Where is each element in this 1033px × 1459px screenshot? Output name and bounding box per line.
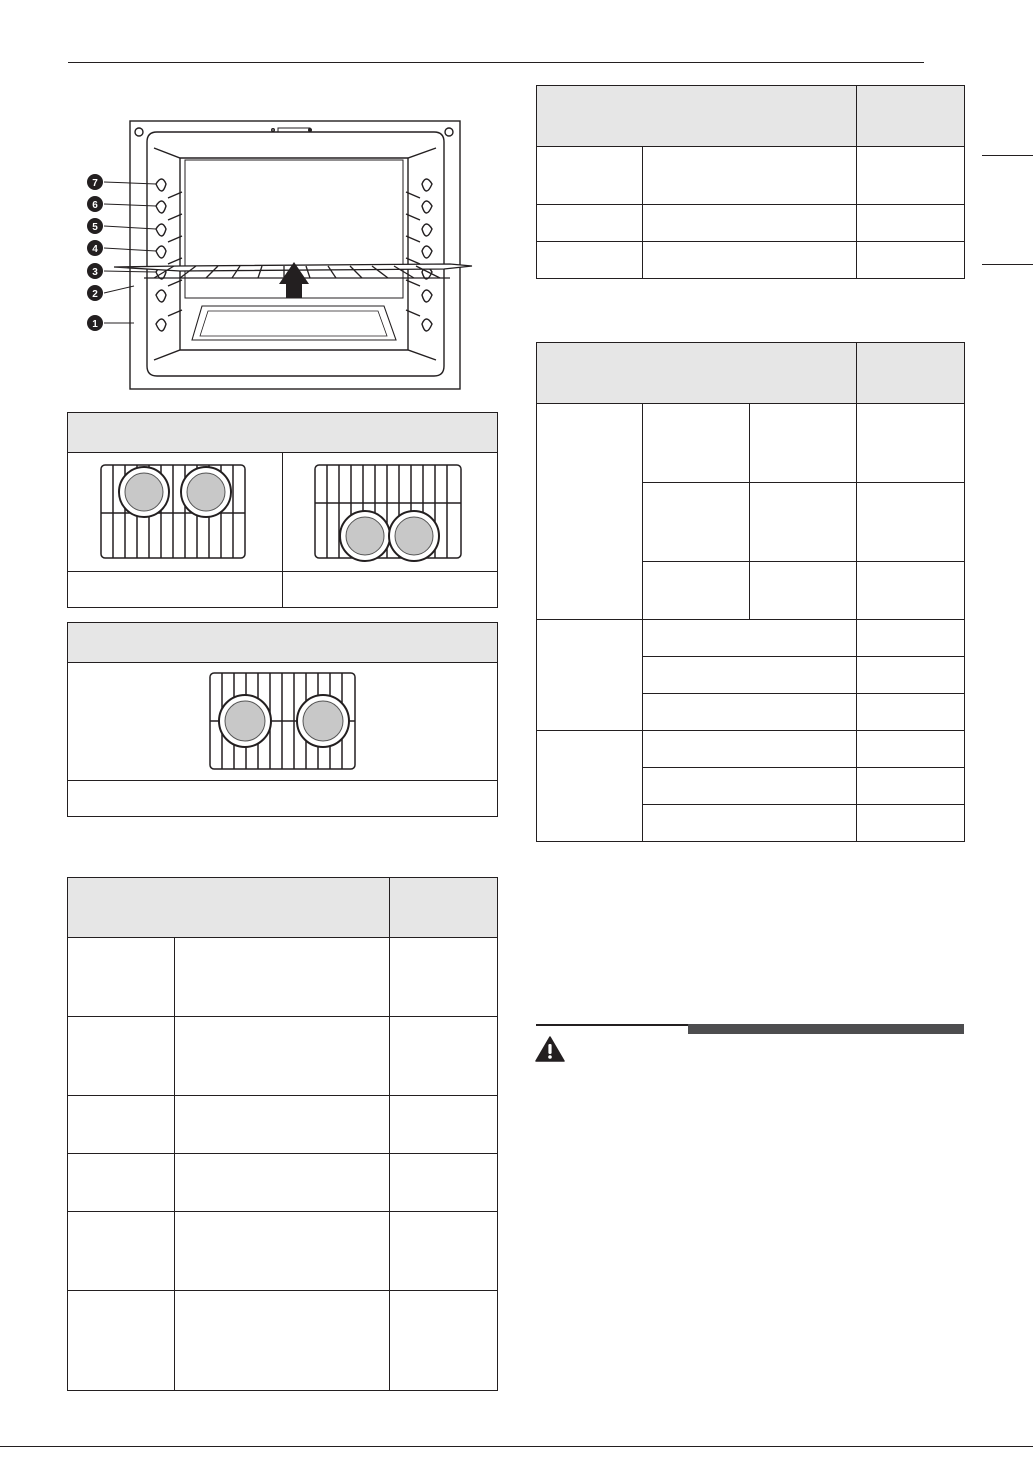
table-cell [857,562,965,620]
table-cell [643,768,857,805]
rack-position-label: 1 [92,319,98,330]
caption-cell [68,781,498,817]
table-cell [643,404,750,483]
oven-rack-positions-diagram [84,118,479,393]
table-cell [175,1212,390,1291]
table-cell [175,1154,390,1212]
table-cell [750,404,857,483]
table-cell [643,694,857,731]
table-cell [175,1017,390,1096]
rack-illustration-cell [283,453,498,572]
pan-placement-one-rack-table [67,622,498,817]
table-cell [68,1154,175,1212]
table-header [68,878,390,938]
table-cell [537,404,643,620]
table-cell [643,205,857,242]
table-header [537,343,857,404]
rack-with-pans-bottom-image [283,453,496,566]
table-cell [643,483,750,562]
table-cell [537,620,643,731]
table-cell [68,1291,175,1391]
rack-with-pans-top-image [68,453,281,566]
table-cell [643,805,857,842]
table-cell [537,731,643,842]
table-header [68,413,498,453]
table-cell [175,1096,390,1154]
table-cell [857,768,965,805]
table-header [857,86,965,147]
table-cell [857,483,965,562]
table-header [537,86,857,147]
warning-triangle-icon [535,1036,565,1062]
convection-rack-position-table [536,85,965,279]
caption-cell [283,572,498,608]
header-rule [68,62,924,63]
table-cell [175,1291,390,1391]
rack-position-label: 5 [92,222,98,233]
footer-rule [0,1446,1033,1447]
caption-cell [68,572,283,608]
table-cell [857,404,965,483]
table-cell [68,1017,175,1096]
table-header [857,343,965,404]
table-cell [68,1212,175,1291]
pan-placement-two-racks-table [67,412,498,608]
table-cell [537,205,643,242]
caution-rule [536,1024,688,1026]
table-cell [537,147,643,205]
table-cell [390,1291,498,1391]
table-header [390,878,498,938]
rack-illustration-cell [68,663,498,781]
table-header [68,623,498,663]
rack-position-label: 3 [92,267,98,278]
table-cell [857,242,965,279]
table-cell [643,147,857,205]
rack-position-label: 4 [92,244,98,255]
table-cell [390,1154,498,1212]
table-cell [857,147,965,205]
table-cell [175,938,390,1017]
table-cell [68,1096,175,1154]
table-cell [857,694,965,731]
rack-illustration-cell [68,453,283,572]
baking-rack-position-table [67,877,498,1391]
table-cell [390,938,498,1017]
table-cell [390,1017,498,1096]
table-cell [68,938,175,1017]
table-cell [857,657,965,694]
table-cell [750,483,857,562]
table-cell [643,620,857,657]
table-cell [643,242,857,279]
rack-position-label: 2 [92,289,98,300]
table-cell [857,205,965,242]
table-cell [750,562,857,620]
table-cell [857,805,965,842]
table-cell [857,731,965,768]
broiling-rack-position-table [536,342,965,842]
rack-with-pans-single-image [68,663,496,775]
table-cell [643,562,750,620]
caution-bar [688,1024,964,1034]
side-tab-mark-bottom [982,264,1033,265]
table-cell [643,731,857,768]
table-cell [537,242,643,279]
table-cell [390,1096,498,1154]
rack-position-label: 7 [92,178,98,189]
table-cell [643,657,857,694]
table-cell [857,620,965,657]
table-cell [390,1212,498,1291]
side-tab-mark-top [982,155,1033,156]
rack-position-label: 6 [92,200,98,211]
